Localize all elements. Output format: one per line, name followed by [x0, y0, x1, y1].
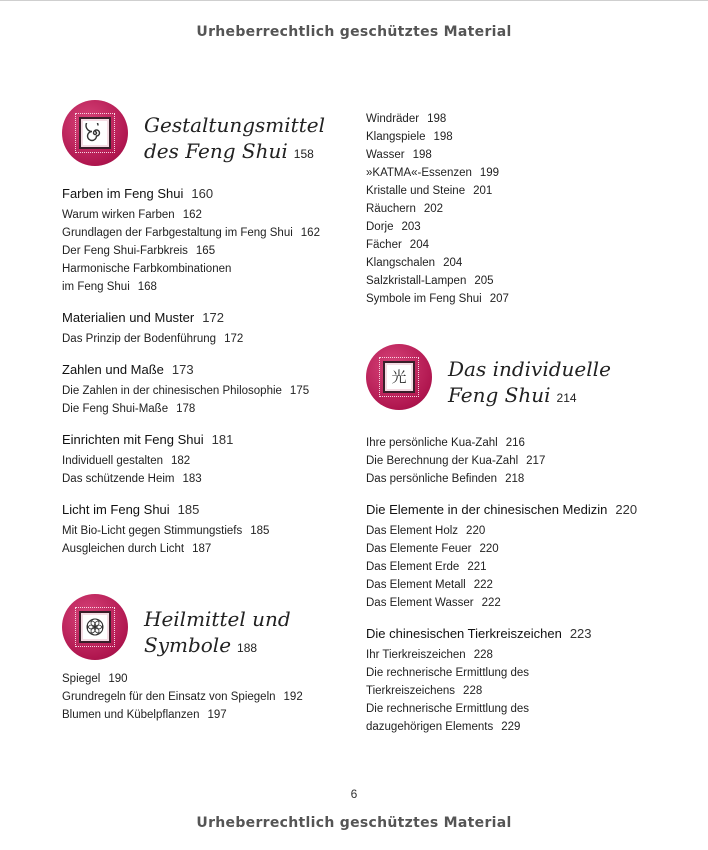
toc-entry [366, 540, 666, 558]
entry-page: 216 [505, 437, 525, 449]
toc-section [62, 360, 352, 418]
entry-text: Räuchern [366, 203, 416, 215]
entry-page: 168 [137, 281, 157, 293]
toc-entry [366, 272, 666, 290]
entry-page: 198 [427, 113, 447, 125]
entry-text: Individuell gestalten [62, 455, 164, 467]
chapter-title [144, 112, 325, 167]
watermark-top: Urheberrechtlich geschütztes Material [196, 24, 512, 40]
toc-entry [366, 290, 666, 308]
toc-right-column [366, 110, 666, 748]
section-page: 160 [191, 186, 214, 201]
entry-text: Symbole im Feng Shui [366, 293, 482, 305]
toc-entry [366, 576, 666, 594]
section-page: 185 [177, 502, 200, 517]
entry-page: 202 [423, 203, 444, 215]
entry-text: Fächer [366, 239, 402, 251]
chapter-title [448, 356, 611, 411]
entry-page: 220 [466, 525, 486, 537]
toc-entry [366, 146, 666, 164]
entry-text: Spiegel [62, 673, 101, 685]
section-title: Zahlen und Maße [62, 362, 164, 377]
toc-entry [62, 400, 352, 418]
section-page: 223 [569, 626, 592, 641]
entry-page: 192 [283, 691, 303, 703]
light-glyph-icon [383, 361, 415, 393]
toc-entry [366, 110, 666, 128]
chapter-page: 214 [556, 391, 577, 405]
section-title: Einrichten mit Feng Shui [62, 432, 204, 447]
toc-entry [366, 682, 666, 700]
section-heading [62, 500, 352, 519]
entry-page: 172 [224, 333, 244, 345]
entry-text: Das Prinzip der Bodenführung [62, 333, 217, 345]
toc-entry [62, 540, 352, 558]
toc-entry [62, 706, 352, 724]
toc-entry [62, 452, 352, 470]
entry-page: 178 [176, 403, 196, 415]
entry-page: 222 [473, 579, 493, 591]
entry-page: 205 [474, 275, 494, 287]
chapter-title-line1: Das individuelle [448, 357, 611, 381]
entry-page: 198 [433, 131, 453, 143]
entry-page: 187 [192, 543, 212, 555]
section-heading [62, 360, 352, 379]
entry-text: Das Element Erde [366, 561, 460, 573]
toc-entry [366, 164, 666, 182]
entry-page: 207 [489, 293, 509, 305]
toc-entry [366, 664, 666, 682]
left-sections [62, 184, 352, 558]
entry-page: 229 [501, 721, 521, 733]
entry-page: 162 [182, 209, 202, 221]
toc-entry [366, 452, 666, 470]
entry-page: 204 [409, 239, 429, 251]
entry-text: Die rechnerische Ermittlung des [366, 667, 529, 679]
entry-text: Kristalle und Steine [366, 185, 466, 197]
entry-page: 197 [207, 709, 227, 721]
entry-text: »KATMA«-Essenzen [366, 167, 472, 179]
entry-page: 204 [443, 257, 463, 269]
toc-entry [366, 646, 666, 664]
spiral-icon [79, 117, 111, 149]
toc-entry [366, 254, 666, 272]
chapter-heading [62, 100, 352, 182]
entry-text: Harmonische Farbkombinationen [62, 263, 232, 275]
entry-text: Windräder [366, 113, 420, 125]
entry-text: Das Element Holz [366, 525, 459, 537]
entry-page: 198 [412, 149, 432, 161]
toc-entry [366, 434, 666, 452]
chapter-page: 188 [237, 641, 258, 655]
entry-page: 175 [289, 385, 310, 397]
section-page: 220 [615, 502, 638, 517]
right-sections [366, 500, 666, 736]
entry-text: im Feng Shui [62, 281, 130, 293]
entry-page: 190 [108, 673, 128, 685]
chapter-entries [366, 110, 666, 308]
entry-text: Tierkreiszeichens [366, 685, 456, 697]
toc-entry [366, 128, 666, 146]
entry-text: Das Element Metall [366, 579, 466, 591]
entry-page: 185 [250, 525, 270, 537]
entry-text: dazugehörigen Elements [366, 721, 494, 733]
entry-text: Salzkristall-Lampen [366, 275, 467, 287]
chapter-heading [62, 594, 352, 670]
toc-entry [62, 206, 352, 224]
entry-text: Die Zahlen in der chinesischen Philosophie [62, 385, 282, 397]
toc-section [62, 500, 352, 558]
entry-text: Ausgleichen durch Licht [62, 543, 185, 555]
toc-entry [366, 200, 666, 218]
top-divider [0, 0, 708, 1]
chapter-title [144, 606, 291, 661]
toc-section [62, 184, 352, 296]
toc-entry [62, 278, 352, 296]
toc-entry [366, 718, 666, 736]
entry-text: Klangschalen [366, 257, 436, 269]
toc-entry [366, 522, 666, 540]
chapter-emblem [62, 100, 128, 166]
toc-section [62, 430, 352, 488]
section-title: Die chinesischen Tierkreiszeichen [366, 626, 562, 641]
chapter-emblem [366, 344, 432, 410]
chapter-emblem [62, 594, 128, 660]
chapter-title-line2: des Feng Shui [144, 139, 288, 163]
entry-page: 199 [479, 167, 500, 179]
toc-entry [366, 594, 666, 612]
entry-page: 201 [473, 185, 493, 197]
toc-section [366, 624, 666, 736]
entry-page: 165 [195, 245, 216, 257]
entry-text: Ihr Tierkreiszeichen [366, 649, 466, 661]
section-page: 181 [211, 432, 234, 447]
toc-entry [366, 470, 666, 488]
section-heading [62, 430, 352, 449]
entry-page: 228 [473, 649, 493, 661]
entry-text: Grundlagen der Farbgestaltung im Feng Shui [62, 227, 293, 239]
chapter-title-line2: Feng Shui [448, 383, 551, 407]
section-title: Farben im Feng Shui [62, 186, 184, 201]
chapter-title-line2: Symbole [144, 633, 232, 657]
entry-page: 228 [463, 685, 483, 697]
flower-of-life-icon [79, 611, 111, 643]
section-page: 173 [171, 362, 194, 377]
chapter-title-line1: Gestaltungsmittel [144, 113, 325, 137]
section-heading [62, 184, 352, 203]
toc-entry [62, 330, 352, 348]
entry-text: Der Feng Shui-Farbkreis [62, 245, 188, 257]
chapter-title-line1: Heilmittel und [144, 607, 291, 631]
entry-page: 183 [182, 473, 202, 485]
entry-page: 220 [479, 543, 499, 555]
toc-entry [366, 182, 666, 200]
toc-entry [62, 670, 352, 688]
entry-text: Das schützende Heim [62, 473, 175, 485]
entry-text: Ihre persönliche Kua-Zahl [366, 437, 498, 449]
entry-text: Wasser [366, 149, 405, 161]
chapter-page: 158 [293, 147, 314, 161]
toc-entry [62, 522, 352, 540]
toc-entry [366, 558, 666, 576]
toc-entry [366, 236, 666, 254]
toc-section [366, 500, 666, 612]
toc-entry [62, 242, 352, 260]
toc-section [62, 308, 352, 348]
entry-text: Die Berechnung der Kua-Zahl [366, 455, 519, 467]
entry-text: Die Feng Shui-Maße [62, 403, 169, 415]
entry-text: Blumen und Kübelpflanzen [62, 709, 200, 721]
entry-text: Das Elemente Feuer [366, 543, 472, 555]
entry-page: 221 [467, 561, 487, 573]
section-page: 172 [202, 310, 224, 325]
toc-left-column [62, 100, 352, 724]
entry-text: Mit Bio-Licht gegen Stimmungstiefs [62, 525, 243, 537]
section-heading [366, 624, 666, 643]
toc-entry [366, 700, 666, 718]
chapter-entries [62, 670, 352, 724]
entry-text: Dorje [366, 221, 394, 233]
section-title: Licht im Feng Shui [62, 502, 170, 517]
section-heading [366, 500, 666, 519]
entry-page: 222 [481, 597, 501, 609]
toc-entry [62, 260, 352, 278]
section-title: Materialien und Muster [62, 310, 195, 325]
entry-text: Klangspiele [366, 131, 426, 143]
entry-text: Das persönliche Befinden [366, 473, 498, 485]
entry-text: Die rechnerische Ermittlung des [366, 703, 529, 715]
chapter-heading [366, 344, 666, 434]
toc-entry [62, 382, 352, 400]
entry-page: 217 [526, 455, 546, 467]
toc-entry [62, 688, 352, 706]
entry-page: 162 [300, 227, 320, 239]
toc-entry [366, 218, 666, 236]
entry-page: 182 [171, 455, 191, 467]
section-heading [62, 308, 352, 327]
entry-page: 218 [505, 473, 525, 485]
entry-page: 203 [401, 221, 421, 233]
toc-entry [62, 470, 352, 488]
section-title: Die Elemente in der chinesischen Medizin [366, 502, 608, 517]
light-glyph: 光 [391, 367, 407, 386]
watermark-bottom: Urheberrechtlich geschütztes Material [196, 815, 512, 831]
entry-text: Das Element Wasser [366, 597, 474, 609]
entry-text: Grundregeln für den Einsatz von Spiegeln [62, 691, 276, 703]
entry-text: Warum wirken Farben [62, 209, 175, 221]
toc-entry [62, 224, 352, 242]
chapter-entries [366, 434, 666, 488]
page-number: 6 [350, 787, 358, 801]
